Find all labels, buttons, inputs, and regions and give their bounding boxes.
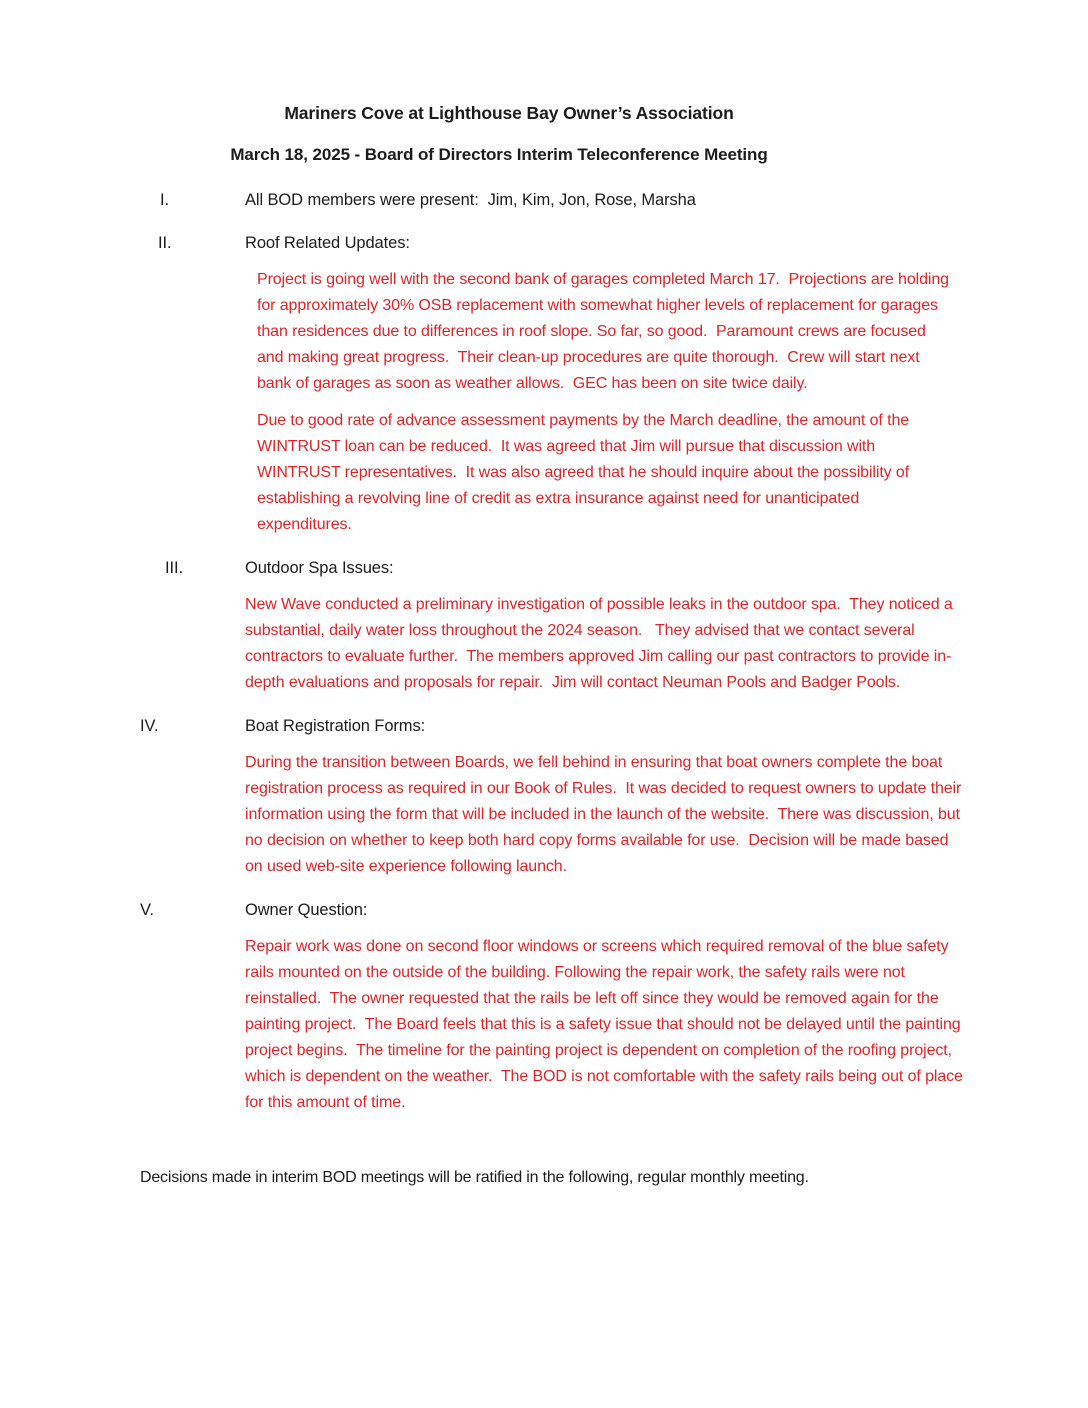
section-iv-row	[140, 713, 970, 739]
document-footer-note: Decisions made in interim BOD meetings will be ratified in the following, regular monthly meeting.	[140, 1169, 809, 1186]
document-subtitle: March 18, 2025 - Board of Directors Interim Teleconference Meeting	[230, 145, 768, 164]
section-v-paragraph-1: Repair work was done on second floor windows or screens which required removal of the blue safety rails mounted on the outside of the building. Following the repair work, the safety rails were not reinstalled. The owner requested that the rails be left off since they would be removed again for the painting project. The Board feels that this is a safety issue that should not be delayed until the painting project begins. The timeline for the painting project is dependent on completion of the roofing project, which is dependent on the weather. The BOD is not comfortable with the safety rails being out of place for this amount of time.	[245, 938, 968, 1111]
document-title: Mariners Cove at Lighthouse Bay Owner’s Association	[284, 103, 734, 123]
section-i-numeral: I.	[160, 191, 169, 209]
section-ii-paragraph-1: Project is going well with the second bank of garages completed March 17. Projections are holding for approximately 30% OSB replacement with somewhat higher levels of replacement for garages than residences due to differences in roof slope. So far, so good. Paramount crews are focused and making great progress. Their clean-up procedures are quite thorough. Crew will start next bank of garages as soon as weather allows. GEC has been on site twice daily.	[257, 271, 954, 392]
section-iv-heading: Boat Registration Forms:	[245, 717, 426, 735]
section-iii-row	[140, 555, 970, 581]
section-ii-heading: Roof Related Updates:	[245, 234, 410, 252]
section-ii-paragraph-2: Due to good rate of advance assessment payments by the March deadline, the amount of the WINTRUST loan can be reduced. It was agreed that Jim will pursue that discussion with WINTRUST representatives. It was also agreed that he should inquire about the possibility of establishing a revolving line of credit as extra insurance against need for unanticipated expenditures.	[257, 412, 914, 533]
section-i-heading: All BOD members were present: Jim, Kim, Jon, Rose, Marsha	[245, 191, 696, 209]
section-iv-paragraph-1: During the transition between Boards, we fell behind in ensuring that boat owners complete the boat registration process as required in our Book of Rules. It was decided to request owners to update their information using the form that will be included in the launch of the website. There was discussion, but no decision on whether to keep both hard copy forms available for use. Decision will be made based on used web-site experience following launch.	[245, 754, 966, 875]
section-iv-numeral: IV.	[140, 717, 159, 735]
section-iii-heading: Outdoor Spa Issues:	[245, 559, 394, 577]
section-iii-paragraph-1: New Wave conducted a preliminary investigation of possible leaks in the outdoor spa. They noticed a substantial, daily water loss throughout the 2024 season. They advised that we contact several contractors to evaluate further. The members approved Jim calling our past contractors to provide in-depth evaluations and proposals for repair. Jim will contact Neuman Pools and Badger Pools.	[245, 596, 958, 691]
section-ii-numeral: II.	[158, 234, 172, 252]
section-v-numeral: V.	[140, 901, 154, 919]
section-i-row	[140, 187, 970, 213]
section-v-heading: Owner Question:	[245, 901, 368, 919]
section-ii-row	[140, 230, 970, 256]
section-iii-numeral: III.	[165, 559, 183, 577]
section-v-row	[140, 897, 970, 923]
